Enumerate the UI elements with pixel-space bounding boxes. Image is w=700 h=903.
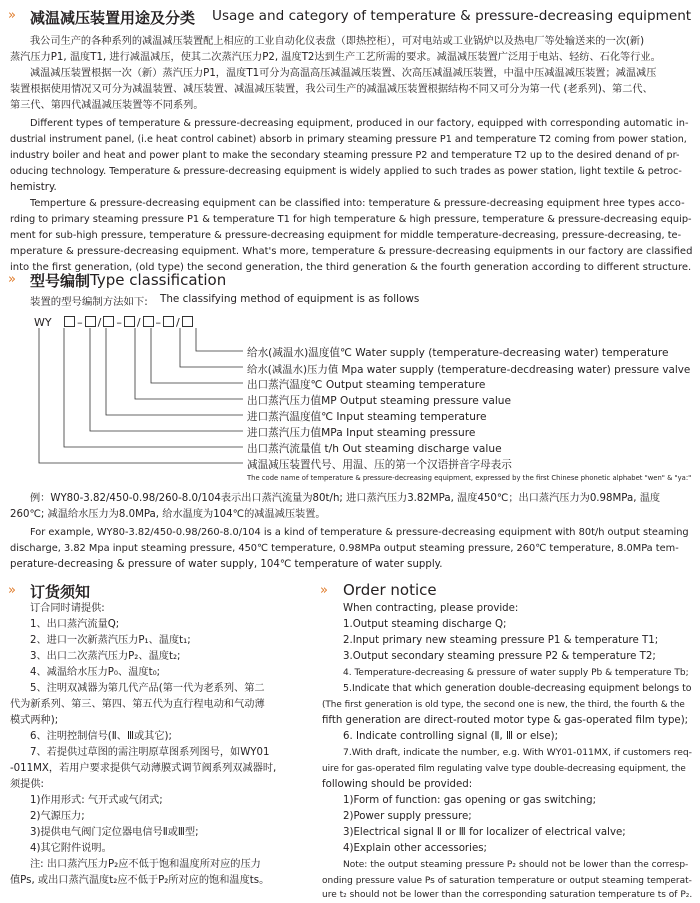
type-label: 出口蒸汽压力值MP Output steaming pressure value [247, 395, 512, 407]
order-title-zh: 订货须知 [30, 583, 91, 601]
para-zh-2-line: 装置根据使用情况又可分为减温装置、减压装置、减温减压装置，我公司生产的减温减压装置根据结构不同又可分为第一代 (老系列)、第二代、 [10, 84, 653, 95]
type-label: 给水(减温水)压力值 Mpa water supply (temperature-decdreasing water) pressure valve [247, 364, 691, 376]
list-item: 3、出口二次蒸汽压力P₂、温度t₂; [30, 651, 181, 662]
code-name-note: The code name of temperature & pressure-decreasing equipment, expressed by the first Chinese phonetic alphabet "wen" & "ya:" [247, 474, 692, 482]
list-item: 注: 出口蒸汽压力P₂应不低于饱和温度所对应的压力 [30, 859, 261, 870]
list-item: 5.Indicate that which generation double-decreasing equipment belongs to [343, 683, 692, 694]
list-item: 6、注明控制信号(Ⅱ、Ⅲ或其它); [30, 731, 172, 742]
list-item: When contracting, please provide: [343, 603, 519, 614]
list-item: 4、减温给水压力P₀、温度t₀; [30, 667, 161, 678]
section1-title-en: Usage and category of temperature & pressure-decreasing equipment [212, 8, 692, 24]
list-item: uire for gas-operated film regulating valve type double-decreasing equipment, the [322, 764, 686, 774]
classify-method-zh: 装置的型号编制方法如下: [30, 296, 148, 308]
list-item: 5、注明双减器为第几代产品(第一代为老系列、第二 [30, 683, 265, 694]
list-item: 4)Explain other accessories; [343, 843, 487, 854]
para-en-1-line: dustrial instrument panel, (i.e heat control cabinet) absorb in primary steaming pressure P1 and temperature T2 coming from power station, [10, 134, 687, 145]
list-item: 2、进口一次新蒸汽压力P₁、温度t₁; [30, 635, 191, 646]
para-en-2-line: mperature & pressure-decreasing equipment. What's more, temperature & pressure-decreasing equipments in our factory are classified [10, 246, 693, 257]
list-item: ure t₂ should not be lower than the corresponding saturation temperature ts of P₂. [322, 890, 693, 900]
list-item: 2.Input primary new steaming pressure P1 & temperature T1; [343, 635, 659, 646]
list-item: 模式两种); [10, 715, 59, 726]
example-en-line: perature-decreasing & pressure of water supply, 104℃ temperature of water supply. [10, 559, 443, 570]
double-chevron-icon: » [320, 583, 328, 598]
type-label: 出口蒸汽流量值 t/h Out steaming discharge value [247, 443, 502, 455]
type-code-prefix: WY [34, 316, 52, 329]
list-item: 7、若提供过草图的需注明原草图系列图号，如WY01 [30, 747, 270, 758]
type-label: 减温减压装置代号、用温、压的第一个汉语拼音字母表示 [247, 459, 512, 471]
list-item: 4)其它附件说明。 [30, 843, 112, 854]
example-zh-line: 例：WY80-3.82/450-0.98/260-8.0/104表示出口蒸汽流量为80t/h; 进口蒸汽压力3.82MPa, 温度450℃；出口蒸汽压力为0.98MPa, 温度 [30, 493, 661, 504]
type-code-pattern: WY – / – / – / [34, 316, 194, 329]
list-item: 3)Electrical signal Ⅱ or Ⅲ for localizer of electrical valve; [343, 827, 626, 838]
double-chevron-icon: » [8, 583, 16, 598]
example-zh-line: 260℃; 减温给水压力为8.0MPa, 给水温度为104℃的减温减压装置。 [10, 509, 326, 520]
list-item: 4. Temperature-decreasing & pressure of water supply Pb & temperature Tb; [343, 668, 689, 678]
para-en-1-line: oducing technology. Temperature & pressure-decreasing equipment is widely applied to such trades as power station, light textile & petroc- [10, 166, 682, 177]
para-en-1-line: hemistry. [10, 182, 57, 193]
list-item: -011MX，若用户要求提供气动薄膜式调节阀系列双减器时, [10, 763, 277, 774]
list-item: fifth generation are direct-routed motor type & gas-operated film type); [322, 715, 689, 726]
list-item: onding pressure value Ps of saturation temperature or output steaming temperat- [322, 876, 692, 886]
para-en-1-line: Different types of temperature & pressure-decreasing equipment, produced in our factory, equipped with corresponding automatic in- [30, 118, 689, 129]
section2-title-zh: 型号编制 [30, 272, 91, 290]
type-label: 进口蒸汽压力值MPa Input steaming pressure [247, 427, 476, 439]
list-item: 须提供: [10, 779, 44, 790]
list-item: 3)提供电气阀门定位器电信号Ⅱ或Ⅲ型; [30, 827, 199, 838]
double-chevron-icon: » [8, 272, 16, 287]
type-label: 进口蒸汽温度值℃ Input steaming temperature [247, 411, 487, 423]
list-item: 代为新系列、第三、第四、第五代为直行程电动和气动薄 [10, 699, 265, 710]
para-en-2-line: into the first generation, (old type) the second generation, the third generation & the fourth generation according to different structure. [10, 262, 692, 273]
para-en-2-line: ment for sub-high pressure, temperature & pressure-decreasing equipment for middle temperature-decreasing, pressure-decreasing, te- [10, 230, 682, 241]
section1-title-zh: 减温减压装置用途及分类 [30, 9, 196, 27]
list-item: 2)Power supply pressure; [343, 811, 472, 822]
double-chevron-icon: » [8, 8, 16, 23]
type-label: 出口蒸汽温度℃ Output steaming temperature [247, 379, 486, 391]
list-item: 3.Output secondary steaming pressure P2 & temperature T2; [343, 651, 656, 662]
para-en-2-line: rding to primary steaming pressure P1 & temperature T1 for high temperature & high pressure, temperature & pressure-decreasing equip- [10, 214, 692, 225]
list-item: 1)作用形式: 气开式或气闭式; [30, 795, 163, 806]
list-item: 1)Form of function: gas opening or gas switching; [343, 795, 596, 806]
para-en-1-line: industry boiler and heat and power plant to make the secondary steaming pressure P2 and temperature T2 up to the desired denand of pr- [10, 150, 680, 161]
section2-title-en: Type classification [90, 271, 227, 289]
list-item: 2)气源压力; [30, 811, 85, 822]
classify-method-en: The classifying method of equipment is as follows [160, 293, 420, 305]
list-item: 1、出口蒸汽流量Q; [30, 619, 120, 630]
example-en-line: discharge, 3.82 Mpa input steaming pressure, 450℃ temperature, 0.98MPa output steaming pressure, 260℃ temperature, 8.0MPa tem- [10, 543, 679, 554]
list-item: 订合同时请提供: [30, 603, 105, 614]
type-label: 给水(减温水)温度值℃ Water supply (temperature-decreasing water) temperature [247, 347, 669, 359]
list-item: 7.With draft, indicate the number, e.g. With WY01-011MX, if customers req- [343, 747, 692, 758]
para-zh-1-line: 蒸汽压力P1, 温度T1, 进行减温减压，使其二次蒸汽压力P2, 温度T2达到生产工艺所需的要求。减温减压装置广泛用于电站、轻纺、石化等行业。 [10, 52, 661, 63]
list-item: (The first generation is old type, the second one is new, the third, the fourth & the [322, 700, 685, 710]
para-zh-2-line: 第三代、第四代减温减压装置等不同系列。 [10, 100, 204, 111]
order-title-en: Order notice [343, 581, 437, 599]
list-item: 值Ps, 或出口蒸汽温度t₂应不低于P₂所对应的饱和温度ts。 [10, 875, 270, 886]
list-item: 6. Indicate controlling signal (Ⅱ, Ⅲ or else); [343, 731, 559, 742]
para-zh-1-line: 我公司生产的各种系列的减温减压装置配上相应的工业自动化仪表盘（即热控柜），可对电站或工业锅炉以及热电厂等处输送来的一次(新) [30, 36, 645, 47]
list-item: following should be provided: [322, 779, 473, 790]
para-en-2-line: Temperture & pressure-decreasing equipment can be classified into: temperature & pressure-decreasing equipment hree types acco- [30, 198, 685, 209]
list-item: Note: the output steaming pressure P₂ should not be lower than the corresp- [343, 860, 689, 870]
para-zh-2-line: 减温减压装置根据一次（新）蒸汽压力P1，温度T1可分为高温高压减温减压装置、次高压减温减压装置，中温中压减温减压装置；减温减压 [30, 68, 657, 79]
example-en-line: For example, WY80-3.82/450-0.98/260-8.0/104 is a kind of temperature & pressure-decreasing equipment with 80t/h output steaming [30, 527, 689, 538]
list-item: 1.Output steaming discharge Q; [343, 619, 507, 630]
